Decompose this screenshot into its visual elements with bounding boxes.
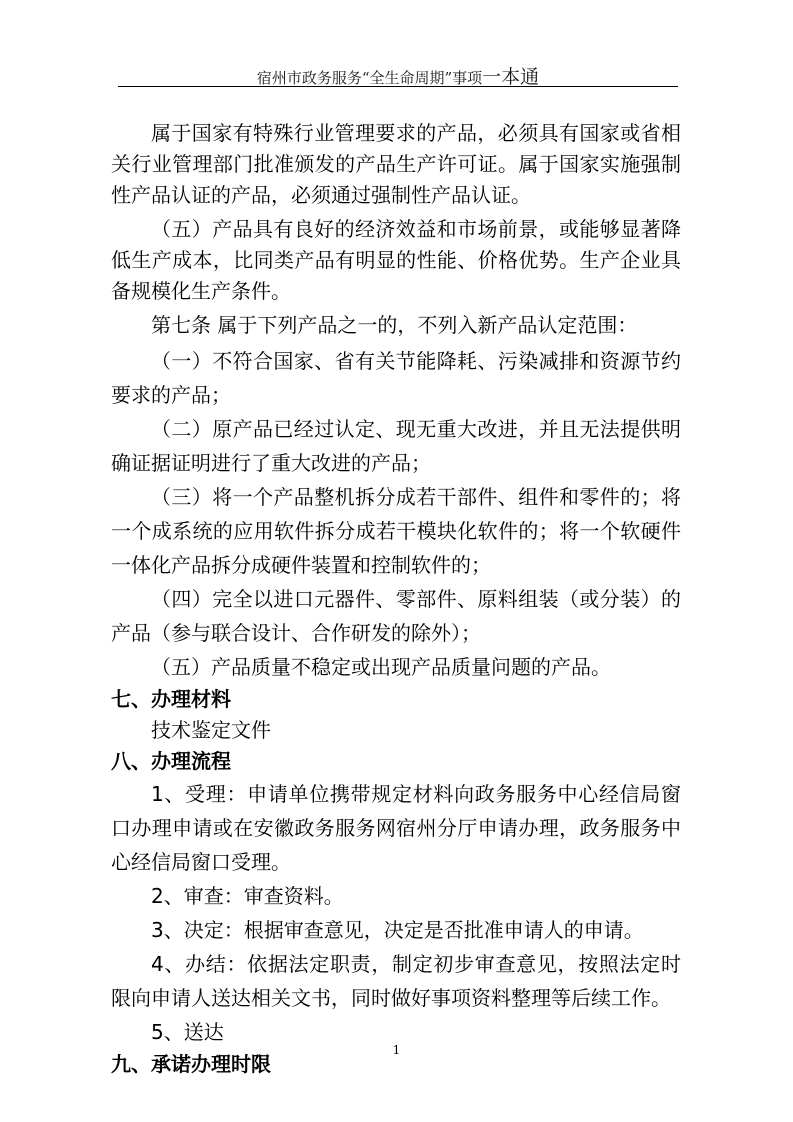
paragraph: （一）不符合国家、省有关节能降耗、污染减排和资源节约要求的产品； — [111, 349, 681, 407]
section-heading: 七、办理材料 — [111, 687, 231, 711]
header-title-suffix: 一本通 — [482, 66, 540, 88]
paragraph: （五）产品质量不稳定或出现产品质量问题的产品。 — [151, 655, 611, 679]
list-item: 3、决定：根据审查意见，决定是否批准申请人的申请。 — [151, 918, 644, 942]
paragraph: 第七条 属于下列产品之一的，不列入新产品认定范围： — [151, 313, 638, 337]
page-number: 1 — [392, 1043, 401, 1057]
header-title: 宿州市政务服务“全生命周期”事项 — [256, 69, 483, 87]
page-header — [118, 62, 678, 89]
paragraph: （五）产品具有良好的经济效益和市场前景，或能够显著降低生产成本，比同类产品有明显的性能、价格优势。生产企业具备规模化生产条件。 — [111, 217, 681, 303]
list-item: 1、受理：申请单位携带规定材料向政务服务中心经信局窗口办理申请或在安徽政务服务网宿州分厅申请办理，政务服务中心经信局窗口受理。 — [111, 782, 681, 874]
list-item: 技术鉴定文件 — [151, 718, 271, 742]
section-heading: 八、办理流程 — [111, 749, 231, 773]
section-heading: 九、承诺办理时限 — [111, 1052, 271, 1076]
list-item: 2、审查：审查资料。 — [151, 884, 344, 908]
list-item: 5、送达 — [151, 1020, 224, 1044]
document-body — [111, 118, 681, 1080]
paragraph: （四）完全以进口元器件、零部件、原料组装（或分装）的产品（参与联合设计、合作研发的除外）； — [111, 587, 681, 645]
list-item: 4、办结：依据法定职责，制定初步审查意见，按照法定时限向申请人送达相关文书，同时做好事项资料整理等后续工作。 — [111, 952, 681, 1010]
paragraph: （二）原产品已经过认定、现无重大改进，并且无法提供明确证据证明进行了重大改进的产品； — [111, 417, 681, 475]
paragraph: （三）将一个产品整机拆分成若干部件、组件和零件的；将一个成系统的应用软件拆分成若干模块化软件的；将一个软硬件一体化产品拆分成硬件装置和控制软件的； — [111, 485, 681, 577]
header-divider — [118, 86, 678, 87]
paragraph: 属于国家有特殊行业管理要求的产品，必须具有国家或省相关行业管理部门批准颁发的产品生产许可证。属于国家实施强制性产品认证的产品，必须通过强制性产品认证。 — [111, 121, 681, 207]
